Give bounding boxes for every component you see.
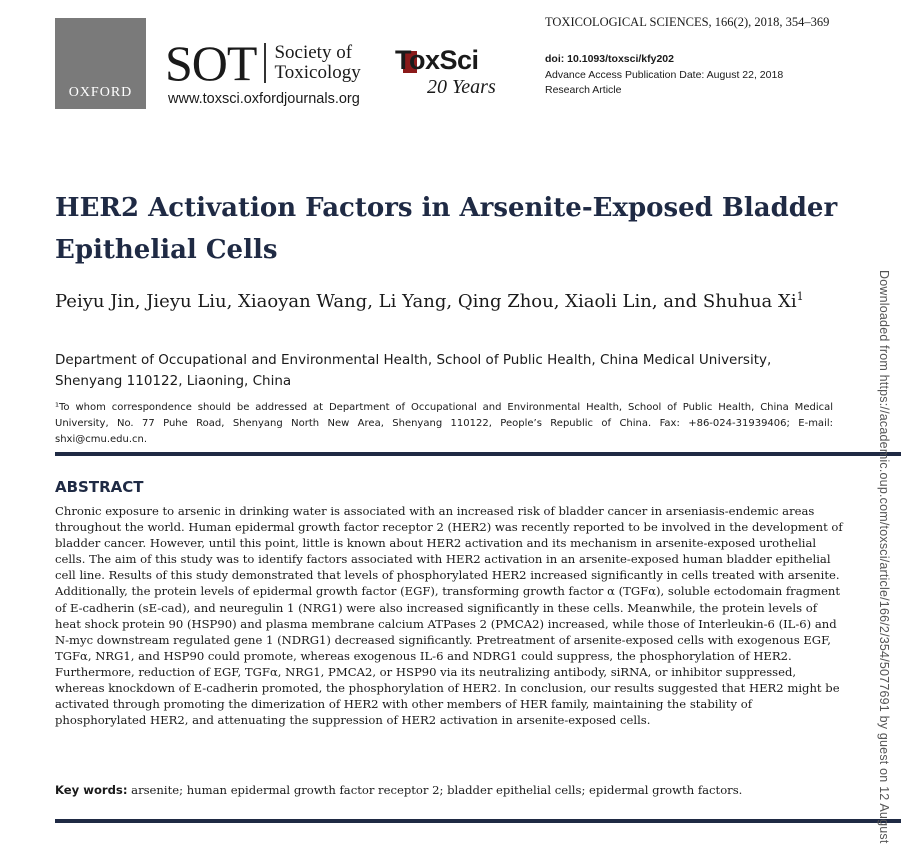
download-watermark: Downloaded from https://academic.oup.com/toxsci/article/166/2/354/5077691 by guest on 12 August — [877, 270, 891, 844]
abstract-heading: ABSTRACT — [55, 478, 144, 496]
article-type: Research Article — [545, 84, 622, 96]
keywords-text: arsenite; human epidermal growth factor receptor 2; bladder epithelial cells; epidermal growth factors. — [131, 783, 743, 797]
journal-anniversary: 20 Years — [427, 76, 496, 98]
society-logo — [165, 35, 361, 91]
author-list — [55, 283, 815, 316]
article-meta — [545, 52, 783, 99]
authors-text: Peiyu Jin, Jieyu Liu, Xiaoyan Wang, Li Yang, Qing Zhou, Xiaoli Lin, and Shuhua Xi — [55, 291, 797, 312]
society-short-name: SOT — [165, 35, 257, 91]
article-title: HER2 Activation Factors in Arsenite-Exposed Bladder Epithelial Cells — [55, 193, 838, 265]
affiliation: Department of Occupational and Environmental Health, School of Public Health, China Medical University, Shenyang 110122, Liaoning, China — [55, 352, 772, 389]
society-logo-divider — [264, 43, 266, 83]
section-divider-bottom — [55, 819, 901, 823]
journal-citation: TOXICOLOGICAL SCIENCES, 166(2), 2018, 354–369 — [545, 15, 830, 29]
publisher-logo — [55, 18, 146, 109]
keywords — [55, 782, 845, 798]
author-footnote-marker: 1 — [796, 290, 804, 303]
keywords-label: Key words: — [55, 783, 128, 797]
section-divider-top — [55, 452, 901, 456]
correspondence-note: ¹To whom correspondence should be addressed at Department of Occupational and Environmental Health, School of Public Health, China Medical University, No. 77 Puhe Road, Shenyang North New Area, Shenyang 110122, People’s Republic of China. Fax: +86-024-31939406; E-mail: shxi@cmu.edu.cn. — [55, 402, 833, 445]
doi-link[interactable]: doi: 10.1093/toxsci/kfy202 — [545, 53, 674, 65]
journal-logo — [395, 45, 525, 105]
society-full-name: Society of Toxicology — [274, 42, 361, 83]
publisher-name: OXFORD — [68, 85, 133, 100]
journal-logo-text: ToxSci — [395, 45, 479, 75]
abstract-text: Chronic exposure to arsenic in drinking water is associated with an increased risk of bladder cancer in arseniasis-endemic areas throughout the world. Human epidermal growth factor receptor 2 (HER2) was recently reported to be involved in the development of bladder cancer. However, until this point, little is known about HER2 activation and its mechanism in arsenite-exposed urothelial cells. The aim of this study was to identify factors associated with HER2 activation in an arsenite-exposed human bladder epithelial cell line. Results of this study demonstrated that levels of phosphorylated HER2 increased significantly in cells treated with arsenite. Additionally, the protein levels of epidermal growth factor (EGF), transforming growth factor α (TGFα), soluble ectodomain fragment of E-cadherin (sE-cad), and neuregulin 1 (NRG1) were also increased significantly in these cells. Meanwhile, the protein levels of heat shock protein 90 (HSP90) and plasma membrane calcium ATPases 2 (PMCA2) increased, while those of Interleukin-6 (IL-6) and N-myc downstream regulated gene 1 (NDRG1) decreased significantly. Pretreatment of arsenite-exposed cells with exogenous EGF, TGFα, NRG1, and HSP90 could promote, whereas exogenous IL-6 and NDRG1 could suppress, the phosphorylation of HER2. Furthermore, reduction of EGF, TGFα, NRG1, PMCA2, or HSP90 via its neutralizing antibody, siRNA, or inhibitor suppressed, whereas knockdown of E-cadherin promoted, the phosphorylation of HER2. In conclusion, our results suggested that HER2 might be activated through promoting the dimerization of HER2 with other members of HER family, maintaining the stability of phosphorylated HER2, and attenuating the suppression of HER2 activation in arsenite-exposed cells. — [55, 504, 843, 728]
advance-access-date: Advance Access Publication Date: August 22, 2018 — [545, 68, 784, 81]
society-url[interactable]: www.toxsci.oxfordjournals.org — [168, 91, 360, 107]
